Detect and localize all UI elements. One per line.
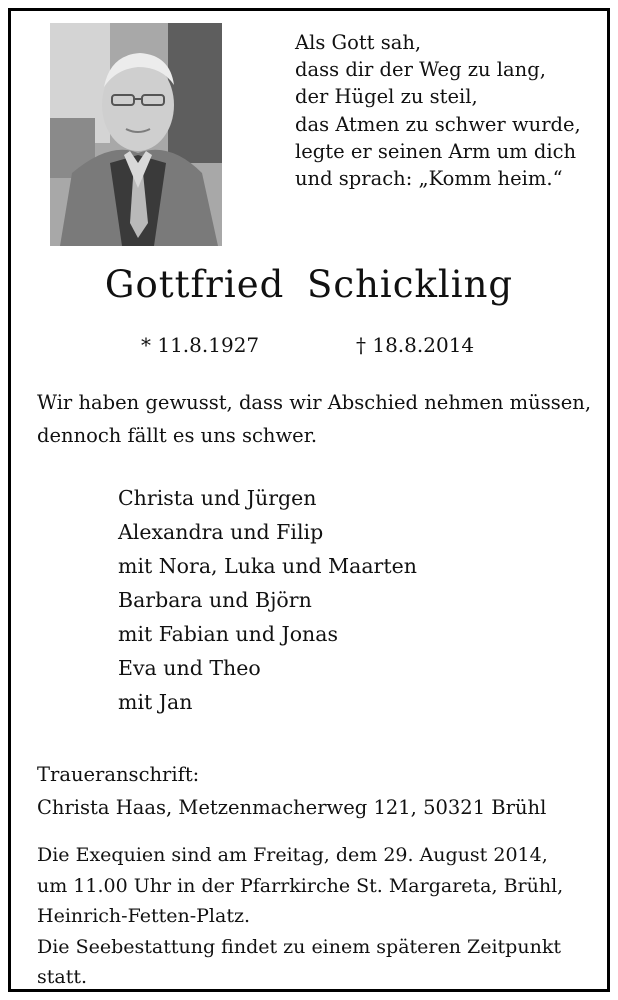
poem-line: Als Gott sah, xyxy=(295,31,422,54)
deceased-name: Gottfried Schickling xyxy=(104,263,514,306)
service-line: um 11.00 Uhr in der Pfarrkirche St. Margareta, Brühl, xyxy=(37,874,564,897)
mourner-line: Barbara und Björn xyxy=(118,588,312,612)
poem xyxy=(295,29,595,192)
poem-line: legte er seinen Arm um dich xyxy=(295,139,577,163)
portrait-photo-icon xyxy=(50,23,222,246)
mourner-line: Eva und Theo xyxy=(118,656,261,680)
mourning-address xyxy=(37,758,597,824)
mourner-line: Christa und Jürgen xyxy=(118,486,317,510)
service-line: statt. xyxy=(37,966,88,988)
intro-text xyxy=(37,386,597,452)
mourner-line: Alexandra und Filip xyxy=(118,520,324,544)
poem-line: und sprach: „Komm heim.“ xyxy=(295,167,563,191)
mourner-line: mit Nora, Luka und Maarten xyxy=(118,554,417,578)
intro-line: Wir haben gewusst, dass wir Abschied nehmen müssen, xyxy=(37,391,592,414)
mourner-line: mit Jan xyxy=(118,690,193,714)
service-line: Die Exequien sind am Freitag, dem 29. August 2014, xyxy=(37,844,548,866)
mourners-list xyxy=(118,481,588,719)
poem-line: dass dir der Weg zu lang, xyxy=(295,58,546,82)
death-date: † 18.8.2014 xyxy=(356,333,475,357)
poem-line: das Atmen zu schwer wurde, xyxy=(295,112,581,136)
address-line: Christa Haas, Metzenmacherweg 121, 50321 Brühl xyxy=(37,796,547,819)
address-heading: Traueranschrift: xyxy=(37,763,200,786)
service-line: Heinrich-Fetten-Platz. xyxy=(37,905,251,927)
funeral-service-info xyxy=(37,840,597,993)
birth-date: * 11.8.1927 xyxy=(141,333,260,357)
mourner-line: mit Fabian und Jonas xyxy=(118,622,338,646)
intro-line: dennoch fällt es uns schwer. xyxy=(37,424,318,447)
obituary-notice xyxy=(8,8,610,992)
portrait-photo xyxy=(50,23,222,246)
service-line: Die Seebestattung findet zu einem späteren Zeitpunkt xyxy=(37,935,561,958)
poem-line: der Hügel zu steil, xyxy=(295,85,478,109)
